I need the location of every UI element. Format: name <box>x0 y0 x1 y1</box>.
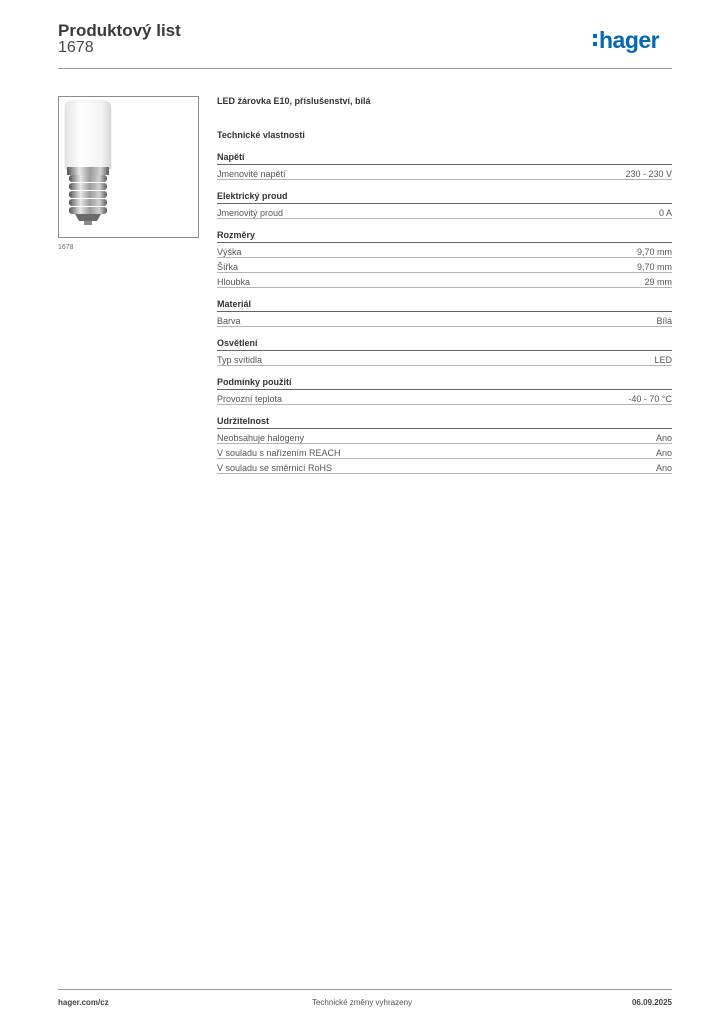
spec-group-title: Materiál <box>217 299 672 312</box>
product-image-frame <box>58 96 199 238</box>
footer-note: Technické změny vyhrazeny <box>311 998 413 1007</box>
hager-logo <box>593 28 659 58</box>
spec-label: Jmenovitý proud <box>217 208 284 218</box>
footer-divider <box>58 989 672 990</box>
spec-group-title: Napětí <box>217 152 672 165</box>
spec-label: Provozní teplota <box>217 394 283 404</box>
spec-row <box>217 351 672 366</box>
spec-label: Barva <box>217 316 241 326</box>
spec-row <box>217 165 672 180</box>
spec-value: Ano <box>655 448 672 458</box>
spec-group-sustainability <box>217 416 672 474</box>
spec-row <box>217 312 672 327</box>
spec-group-lighting <box>217 338 672 366</box>
spec-row <box>217 429 672 444</box>
header-divider <box>58 68 672 69</box>
spec-row <box>217 273 672 288</box>
spec-label: Šířka <box>217 262 239 272</box>
spec-value: 29 mm <box>644 277 672 287</box>
spec-group-title: Podmínky použití <box>217 377 672 390</box>
spec-value: Ano <box>655 463 672 473</box>
spec-label: Typ svítidla <box>217 355 263 365</box>
spec-group-current <box>217 191 672 219</box>
spec-value: -40 - 70 °C <box>628 394 672 404</box>
spec-row <box>217 459 672 474</box>
spec-group-title: Rozměry <box>217 230 672 243</box>
spec-label: V souladu se směrnicí RoHS <box>217 463 333 473</box>
led-bulb-icon <box>59 97 198 237</box>
spec-group-title: Udržitelnost <box>217 416 672 429</box>
logo-dots-icon <box>593 34 597 50</box>
page-title: Produktový list <box>58 21 181 40</box>
spec-value: LED <box>654 355 672 365</box>
spec-label: V souladu s nařízením REACH <box>217 448 341 458</box>
spec-value: 0 A <box>658 208 672 218</box>
spec-group-title: Elektrický proud <box>217 191 672 204</box>
image-caption: 1678 <box>58 244 74 251</box>
spec-row <box>217 390 672 405</box>
spec-label: Neobsahuje halogeny <box>217 433 305 443</box>
spec-row <box>217 243 672 258</box>
spec-group-voltage <box>217 152 672 180</box>
spec-value: 230 - 230 V <box>625 169 672 179</box>
spec-row <box>217 444 672 459</box>
spec-group-dimensions <box>217 230 672 288</box>
footer-date: 06.09.2025 <box>631 998 672 1007</box>
footer-website-link[interactable]: hager.com/cz <box>58 998 109 1007</box>
spec-value: 9,70 mm <box>636 262 672 272</box>
product-name: LED žárovka E10, příslušenství, bílá <box>217 96 371 106</box>
spec-row <box>217 204 672 219</box>
tech-heading: Technické vlastnosti <box>217 130 305 140</box>
spec-label: Jmenovité napětí <box>217 169 286 179</box>
logo-text: hager <box>599 27 660 53</box>
spec-group-title: Osvětlení <box>217 338 672 351</box>
spec-value: Bílá <box>656 316 672 326</box>
technical-specs <box>217 96 672 474</box>
spec-group-material <box>217 299 672 327</box>
spec-group-conditions <box>217 377 672 405</box>
spec-value: 9,70 mm <box>636 247 672 257</box>
spec-value: Ano <box>655 433 672 443</box>
spec-label: Výška <box>217 247 242 257</box>
spec-label: Hloubka <box>217 277 251 287</box>
spec-row <box>217 258 672 273</box>
product-number: 1678 <box>58 39 94 56</box>
